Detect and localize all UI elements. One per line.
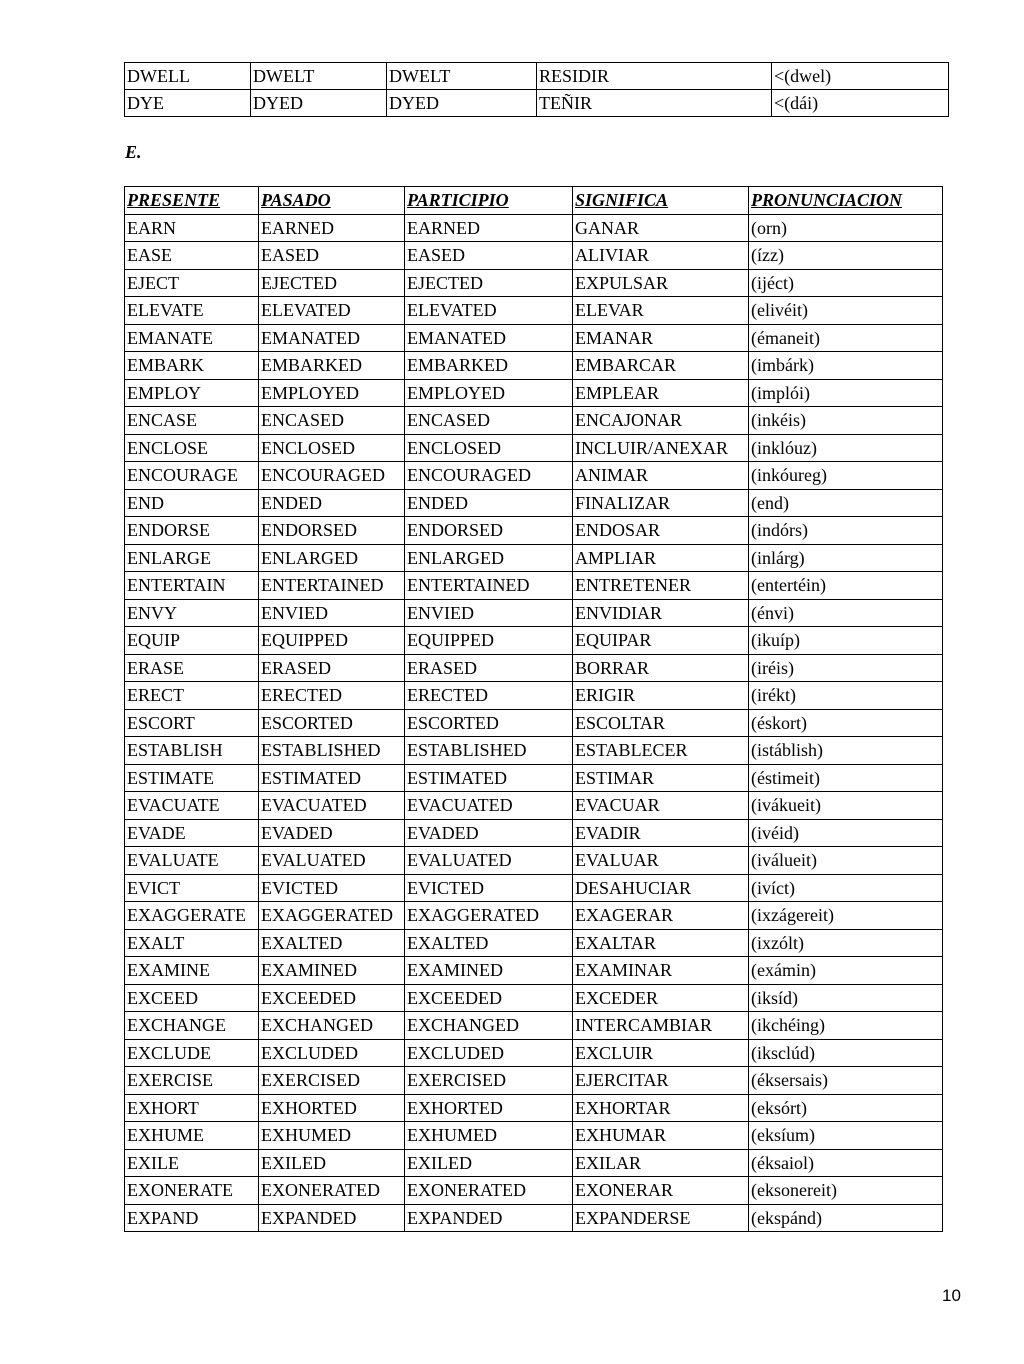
table-cell: DWELT	[251, 63, 387, 90]
table-cell: EMPLEAR	[573, 379, 749, 407]
table-cell: (ixzólt)	[749, 929, 943, 957]
table-cell: (entertéin)	[749, 572, 943, 600]
table-cell: ENVIDIAR	[573, 599, 749, 627]
table-cell: ENDORSED	[259, 517, 405, 545]
column-header: PASADO	[259, 187, 405, 215]
table-cell: (émaneit)	[749, 324, 943, 352]
table-row	[125, 1122, 943, 1150]
table-cell: EXHUMED	[405, 1122, 573, 1150]
table-cell: EXCHANGED	[405, 1012, 573, 1040]
table-cell: ELEVATE	[125, 297, 259, 325]
table-row	[125, 737, 943, 765]
table-cell: EXILED	[259, 1149, 405, 1177]
table-row	[125, 874, 943, 902]
table-cell: EQUIP	[125, 627, 259, 655]
table-cell: (eksonereit)	[749, 1177, 943, 1205]
table-cell: EXCLUDED	[259, 1039, 405, 1067]
table-cell: EXHORTAR	[573, 1094, 749, 1122]
table-cell: EASE	[125, 242, 259, 270]
table-row	[125, 682, 943, 710]
table-row	[125, 1094, 943, 1122]
table-cell: EMANATED	[405, 324, 573, 352]
table-cell: (ijéct)	[749, 269, 943, 297]
table-cell: (exámin)	[749, 957, 943, 985]
table-cell: EVACUAR	[573, 792, 749, 820]
table-cell: EXALTAR	[573, 929, 749, 957]
table-cell: ERIGIR	[573, 682, 749, 710]
table-row	[125, 489, 943, 517]
column-header: PARTICIPIO	[405, 187, 573, 215]
table-cell: ESTIMAR	[573, 764, 749, 792]
table-cell: ENCLOSED	[405, 434, 573, 462]
table-cell: EXAMINED	[259, 957, 405, 985]
table-cell: TEÑIR	[537, 90, 772, 117]
table-cell: EXERCISED	[405, 1067, 573, 1095]
table-cell: EARNED	[259, 214, 405, 242]
table-cell: ENVIED	[259, 599, 405, 627]
table-cell: ENCOURAGED	[259, 462, 405, 490]
table-cell: ESCORTED	[259, 709, 405, 737]
table-cell: EXCHANGED	[259, 1012, 405, 1040]
table-cell: (elivéit)	[749, 297, 943, 325]
table-row	[125, 1039, 943, 1067]
table-cell: EXHUME	[125, 1122, 259, 1150]
table-cell: ESTABLISH	[125, 737, 259, 765]
table-row	[125, 407, 943, 435]
table-cell: EXPAND	[125, 1204, 259, 1232]
table-cell: ENTRETENER	[573, 572, 749, 600]
table-cell: EXCEED	[125, 984, 259, 1012]
table-cell: EXAGGERATE	[125, 902, 259, 930]
table-cell: ENTERTAINED	[405, 572, 573, 600]
table-row	[125, 434, 943, 462]
table-cell: EMPLOY	[125, 379, 259, 407]
table-cell: EXILAR	[573, 1149, 749, 1177]
table-cell: EXAGERAR	[573, 902, 749, 930]
table-cell: ENLARGED	[259, 544, 405, 572]
table-row	[125, 929, 943, 957]
table-cell: EXCEEDED	[259, 984, 405, 1012]
table-cell: ERECTED	[259, 682, 405, 710]
table-cell: ELEVATED	[405, 297, 573, 325]
table-row	[125, 63, 949, 90]
section-heading: E.	[125, 142, 142, 162]
table-cell: (irékt)	[749, 682, 943, 710]
table-cell: EXCLUIR	[573, 1039, 749, 1067]
table-cell: (éksaiol)	[749, 1149, 943, 1177]
table-cell: EJECT	[125, 269, 259, 297]
table-cell: (indórs)	[749, 517, 943, 545]
table-row	[125, 1067, 943, 1095]
table-cell: (ízz)	[749, 242, 943, 270]
table-cell: EXONERATED	[259, 1177, 405, 1205]
table-cell: EARN	[125, 214, 259, 242]
table-cell: ESCOLTAR	[573, 709, 749, 737]
table-cell: EXHORTED	[259, 1094, 405, 1122]
table-cell: ERASED	[259, 654, 405, 682]
table-row	[125, 599, 943, 627]
table-cell: ENCAJONAR	[573, 407, 749, 435]
table-cell: EXPANDERSE	[573, 1204, 749, 1232]
table-cell: ALIVIAR	[573, 242, 749, 270]
table-cell: DYE	[125, 90, 251, 117]
table-cell: ENLARGED	[405, 544, 573, 572]
table-cell: ELEVAR	[573, 297, 749, 325]
table-row	[125, 1149, 943, 1177]
table-cell: END	[125, 489, 259, 517]
table-cell: EXONERATED	[405, 1177, 573, 1205]
table-cell: ESTABLISHED	[259, 737, 405, 765]
table-cell: (inlárg)	[749, 544, 943, 572]
table-cell: (ixzágereit)	[749, 902, 943, 930]
table-row	[125, 462, 943, 490]
table-cell: EVACUATED	[405, 792, 573, 820]
table-cell: ENDORSE	[125, 517, 259, 545]
table-cell: (ivíct)	[749, 874, 943, 902]
table-cell: ERASED	[405, 654, 573, 682]
table-cell: EARNED	[405, 214, 573, 242]
column-header: PRONUNCIACION	[749, 187, 943, 215]
table-cell: ANIMAR	[573, 462, 749, 490]
table-cell: EXAMINE	[125, 957, 259, 985]
table-cell: (ivéid)	[749, 819, 943, 847]
table-cell: EMBARCAR	[573, 352, 749, 380]
table-cell: EXCEEDED	[405, 984, 573, 1012]
table-cell: EQUIPPED	[405, 627, 573, 655]
table-cell: EXCEDER	[573, 984, 749, 1012]
table-cell: EXPULSAR	[573, 269, 749, 297]
table-cell: EMANATED	[259, 324, 405, 352]
table-cell: EVALUATED	[405, 847, 573, 875]
table-row	[125, 627, 943, 655]
table-cell: EXAGGERATED	[405, 902, 573, 930]
table-cell: (inklóuz)	[749, 434, 943, 462]
table-row	[125, 517, 943, 545]
table-cell: ENCASED	[259, 407, 405, 435]
table-cell: EXAMINED	[405, 957, 573, 985]
table-cell: EXONERAR	[573, 1177, 749, 1205]
table-cell: ENCASED	[405, 407, 573, 435]
table-cell: EMANAR	[573, 324, 749, 352]
table-cell: FINALIZAR	[573, 489, 749, 517]
table-row	[125, 324, 943, 352]
table-cell: (end)	[749, 489, 943, 517]
table-cell: EJECTED	[405, 269, 573, 297]
table-row	[125, 242, 943, 270]
table-cell: (ivákueit)	[749, 792, 943, 820]
table-cell: (énvi)	[749, 599, 943, 627]
table-cell: ENCOURAGED	[405, 462, 573, 490]
table-cell: EXERCISE	[125, 1067, 259, 1095]
table-cell: EVACUATE	[125, 792, 259, 820]
table-cell: EVALUAR	[573, 847, 749, 875]
table-row	[125, 297, 943, 325]
table-cell: (éksersais)	[749, 1067, 943, 1095]
table-cell: DWELT	[387, 63, 537, 90]
table-row	[125, 792, 943, 820]
table-cell: ENCASE	[125, 407, 259, 435]
table-cell: EVICT	[125, 874, 259, 902]
table-cell: INCLUIR/ANEXAR	[573, 434, 749, 462]
table-cell: DWELL	[125, 63, 251, 90]
table-cell: (implói)	[749, 379, 943, 407]
table-cell: EQUIPPED	[259, 627, 405, 655]
table-row	[125, 819, 943, 847]
table-cell: AMPLIAR	[573, 544, 749, 572]
table-cell: (eksíum)	[749, 1122, 943, 1150]
table-row	[125, 1012, 943, 1040]
table-cell: RESIDIR	[537, 63, 772, 90]
table-cell: EMBARKED	[405, 352, 573, 380]
table-cell: EXCLUDE	[125, 1039, 259, 1067]
table-cell: EXPANDED	[259, 1204, 405, 1232]
table-cell: EXALTED	[259, 929, 405, 957]
table-cell: <(dwel)	[772, 63, 949, 90]
table-cell: (orn)	[749, 214, 943, 242]
table-cell: EVADED	[259, 819, 405, 847]
table-cell: (éskort)	[749, 709, 943, 737]
table-cell: (inkóureg)	[749, 462, 943, 490]
table-cell: EXILED	[405, 1149, 573, 1177]
table-cell: ELEVATED	[259, 297, 405, 325]
table-cell: EXERCISED	[259, 1067, 405, 1095]
table-row	[125, 269, 943, 297]
table-row	[125, 764, 943, 792]
table-cell: GANAR	[573, 214, 749, 242]
table-cell: ENDOSAR	[573, 517, 749, 545]
column-header: PRESENTE	[125, 187, 259, 215]
table-cell: (iksclúd)	[749, 1039, 943, 1067]
table-cell: EVADE	[125, 819, 259, 847]
table-row	[125, 1204, 943, 1232]
table-cell: (ekspánd)	[749, 1204, 943, 1232]
table-cell: EXHUMED	[259, 1122, 405, 1150]
table-cell: ERASE	[125, 654, 259, 682]
table-cell: EMBARKED	[259, 352, 405, 380]
table-cell: ERECT	[125, 682, 259, 710]
table-cell: EXALT	[125, 929, 259, 957]
table-cell: EXALTED	[405, 929, 573, 957]
column-header: SIGNIFICA	[573, 187, 749, 215]
table-cell: ENLARGE	[125, 544, 259, 572]
table-cell: EVICTED	[259, 874, 405, 902]
table-cell: EVACUATED	[259, 792, 405, 820]
table-row	[125, 847, 943, 875]
table-cell: ENDED	[259, 489, 405, 517]
table-cell: EXHUMAR	[573, 1122, 749, 1150]
table-cell: DYED	[387, 90, 537, 117]
table-row	[125, 214, 943, 242]
table-cell: ENVY	[125, 599, 259, 627]
table-cell: ESTABLECER	[573, 737, 749, 765]
table-cell: ENCLOSE	[125, 434, 259, 462]
table-cell: BORRAR	[573, 654, 749, 682]
table-cell: EVICTED	[405, 874, 573, 902]
table-cell: EMPLOYED	[259, 379, 405, 407]
table-cell: EJERCITAR	[573, 1067, 749, 1095]
table-cell: EMPLOYED	[405, 379, 573, 407]
table-cell: ENCOURAGE	[125, 462, 259, 490]
table-row	[125, 709, 943, 737]
table-cell: (ikuíp)	[749, 627, 943, 655]
table-row	[125, 957, 943, 985]
table-cell: ESCORTED	[405, 709, 573, 737]
table-cell: EXAGGERATED	[259, 902, 405, 930]
table-cell: ENDED	[405, 489, 573, 517]
table-row	[125, 90, 949, 117]
table-cell: ESTIMATED	[259, 764, 405, 792]
table-cell: (ikchéing)	[749, 1012, 943, 1040]
table-row	[125, 572, 943, 600]
table-row	[125, 984, 943, 1012]
table-cell: EASED	[259, 242, 405, 270]
table-cell: ENTERTAIN	[125, 572, 259, 600]
table-row	[125, 352, 943, 380]
table-row	[125, 654, 943, 682]
table-cell: (inkéis)	[749, 407, 943, 435]
table-cell: ENTERTAINED	[259, 572, 405, 600]
table-cell: EXONERATE	[125, 1177, 259, 1205]
table-cell: ESTIMATE	[125, 764, 259, 792]
table-cell: EXHORT	[125, 1094, 259, 1122]
table-cell: EMANATE	[125, 324, 259, 352]
table-cell: INTERCAMBIAR	[573, 1012, 749, 1040]
table-cell: ENCLOSED	[259, 434, 405, 462]
table-cell: EQUIPAR	[573, 627, 749, 655]
table-cell: EASED	[405, 242, 573, 270]
table-cell: EXCLUDED	[405, 1039, 573, 1067]
table-cell: (éstimeit)	[749, 764, 943, 792]
table-cell: EVALUATE	[125, 847, 259, 875]
table-cell: EXHORTED	[405, 1094, 573, 1122]
table-cell: ESCORT	[125, 709, 259, 737]
table-cell: (istáblish)	[749, 737, 943, 765]
table-cell: (imbárk)	[749, 352, 943, 380]
table-cell: EVALUATED	[259, 847, 405, 875]
table-cell: ENVIED	[405, 599, 573, 627]
table-row	[125, 544, 943, 572]
table-cell: EXILE	[125, 1149, 259, 1177]
table-cell: (eksórt)	[749, 1094, 943, 1122]
table-cell: EMBARK	[125, 352, 259, 380]
table-cell: (iréis)	[749, 654, 943, 682]
table-cell: <(dái)	[772, 90, 949, 117]
table-row	[125, 902, 943, 930]
previous-verbs-table	[124, 62, 949, 117]
table-cell: (iválueit)	[749, 847, 943, 875]
table-cell: (iksíd)	[749, 984, 943, 1012]
table-cell: DESAHUCIAR	[573, 874, 749, 902]
table-cell: ESTABLISHED	[405, 737, 573, 765]
table-cell: EJECTED	[259, 269, 405, 297]
table-cell: EXCHANGE	[125, 1012, 259, 1040]
table-cell: DYED	[251, 90, 387, 117]
table-row	[125, 1177, 943, 1205]
table-cell: ENDORSED	[405, 517, 573, 545]
table-cell: EXAMINAR	[573, 957, 749, 985]
page-number: 10	[942, 1286, 961, 1305]
table-cell: ERECTED	[405, 682, 573, 710]
table-cell: EVADED	[405, 819, 573, 847]
table-cell: EXPANDED	[405, 1204, 573, 1232]
table-cell: ESTIMATED	[405, 764, 573, 792]
header-row	[125, 187, 943, 215]
table-row	[125, 379, 943, 407]
table-cell: EVADIR	[573, 819, 749, 847]
verbs-table	[124, 186, 943, 1232]
